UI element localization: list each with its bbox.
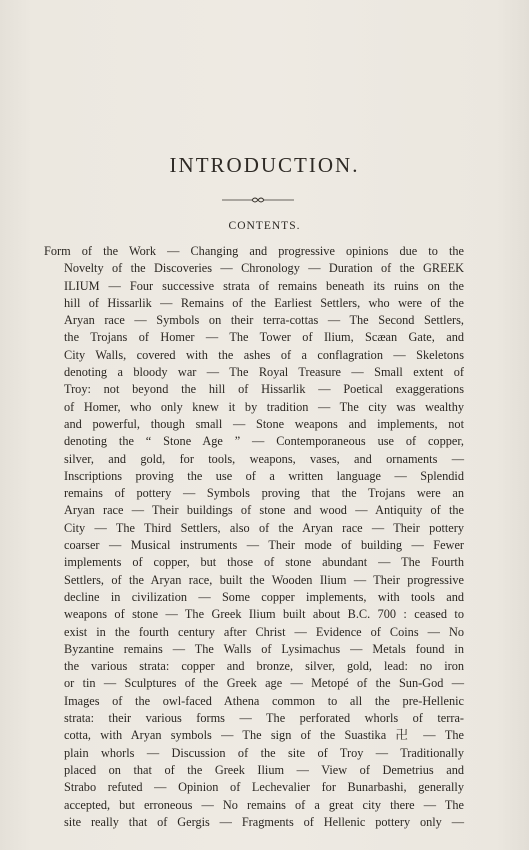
text-line: City — The Third Settlers, also of the Aryan race — Their pottery xyxy=(64,520,464,535)
text-line: exist in the fourth century after Christ — Evidence of Coins — No xyxy=(64,624,464,639)
text-line: silver, and gold, for tools, weapons, vases, and ornaments — xyxy=(64,451,464,466)
text-line: Inscriptions proving the use of a written language — Splendid xyxy=(64,468,464,483)
text-line: Byzantine remains — The Walls of Lysimachus — Metals found in xyxy=(64,641,464,656)
text-line: denoting a bloody war — The Royal Treasure — Small extent of xyxy=(64,365,464,380)
text-line: Aryan race — Their buildings of stone and wood — Antiquity of the xyxy=(64,503,464,518)
text-line: Form of the Work — Changing and progressive opinions due to the xyxy=(44,244,464,258)
text-line: Aryan race — Symbols on their terra-cottas — The Second Settlers, xyxy=(64,313,464,328)
text-line: site really that of Gergis — Fragments of Hellenic pottery only — xyxy=(64,814,464,829)
page-title: INTRODUCTION. xyxy=(169,153,360,177)
text-line: Strabo refuted — Opinion of Lechevalier for Bunarbashi, generally xyxy=(64,780,464,795)
text-line: implements of copper, but those of stone abundant — The Fourth xyxy=(64,555,464,570)
text-line: weapons of stone — The Greek Ilium built about B.C. 700 : ceased to xyxy=(64,607,464,622)
text-line: Images of the owl-faced Athena common to all the pre-Hellenic xyxy=(64,693,464,708)
text-line: hill of Hissarlik — Remains of the Earliest Settlers, who were of the xyxy=(64,295,464,310)
text-line: placed on that of the Greek Ilium — View of Demetrius and xyxy=(64,762,464,777)
text-line: coarser — Musical instruments — Their mode of building — Fewer xyxy=(64,538,464,553)
contents-paragraph xyxy=(44,243,464,831)
contents-heading: CONTENTS. xyxy=(228,220,301,232)
text-line: or tin — Sculptures of the Greek age — Metopé of the Sun-God — xyxy=(64,676,464,691)
text-line: of Homer, who only knew it by tradition — The city was wealthy xyxy=(64,399,464,414)
text-line: plain whorls — Discussion of the site of Troy — Traditionally xyxy=(64,745,464,760)
text-line: denoting the “ Stone Age ” — Contemporaneous use of copper, xyxy=(64,434,464,449)
text-line: the various strata: copper and bronze, silver, gold, lead: no iron xyxy=(64,659,464,674)
text-line: decline in civilization — Some copper implements, with tools and xyxy=(64,589,464,604)
text-line: the Trojans of Homer — The Tower of Ilium, Scæan Gate, and xyxy=(64,330,464,345)
text-line: and powerful, though small — Stone weapons and implements, not xyxy=(64,416,464,431)
text-line: Novelty of the Discoveries — Chronology — Duration of the GREEK xyxy=(64,261,464,276)
text-line: cotta, with Aryan symbols — The sign of the Suastika 卍 — The xyxy=(64,728,464,743)
text-line: Settlers, of the Aryan race, built the Wooden Ilium — Their progressive xyxy=(64,572,464,587)
text-line: remains of pottery — Symbols proving that the Trojans were an xyxy=(64,486,464,501)
text-line: accepted, but erroneous — No remains of a great city there — The xyxy=(64,797,464,812)
text-line: ILIUM — Four successive strata of remains beneath its ruins on the xyxy=(64,278,464,293)
text-line: City Walls, covered with the ashes of a conflagration — Skeletons xyxy=(64,347,464,362)
divider-ornament xyxy=(222,195,294,205)
text-line: Troy: not beyond the hill of Hissarlik — Poetical exaggerations xyxy=(64,382,464,397)
text-line: strata: their various forms — The perforated whorls of terra- xyxy=(64,711,464,726)
